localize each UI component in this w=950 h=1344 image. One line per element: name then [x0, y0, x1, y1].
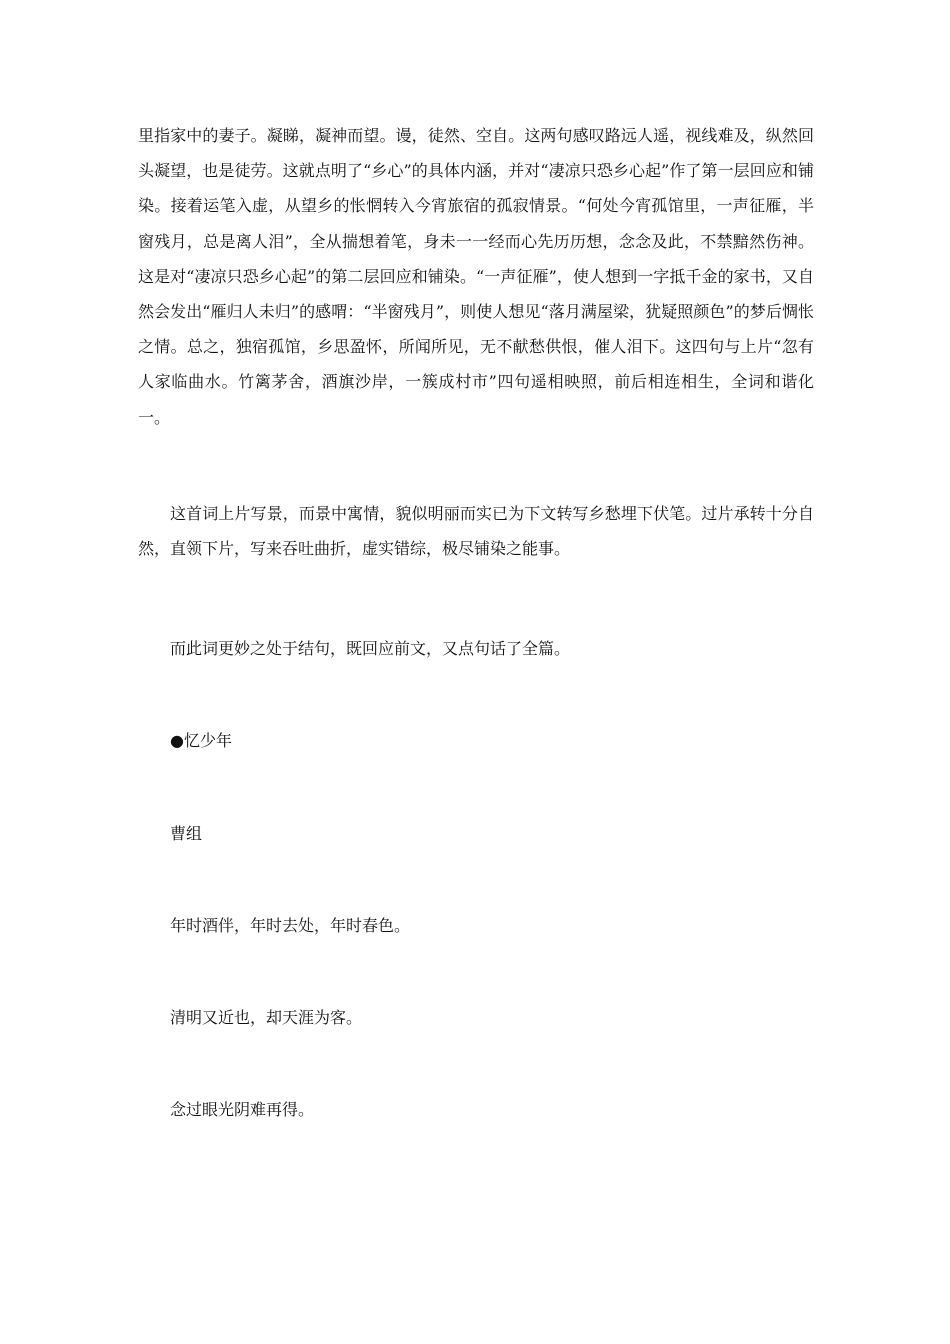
paragraph-commentary-ending: 而此词更妙之处于结句，既回应前文，又点句话了全篇。	[170, 639, 571, 659]
poem-line: 年时酒伴，年时去处，年时春色。	[170, 915, 411, 935]
poem-title: ●忆少年	[170, 731, 232, 751]
paragraph-commentary-continued: 里指家中的妻子。凝睇，凝神而望。谩，徒然、空自。这两句感叹路远人遥，视线难及，纵然回头凝望，也是徒劳。这就点明了“乡心”的具体内涵，并对“凄凉只恐乡心起”作了第一层回应和铺染。接着运笔入虚，从望乡的怅惘转入今宵旅宿的孤寂情景。“何处今宵孤馆里，一声征雁，半窗残月，总是离人泪”，全从揣想着笔，身未一一经而心先历历想，念念及此，不禁黯然伤神。这是对“凄凉只恐乡心起”的第二层回应和铺染。“一声征雁”，使人想到一字抵千金的家书，又自然会发出“雁归人未归”的感喟：“半窗残月”，则使人想见“落月满屋梁，犹疑照颜色”的梦后惆怅之情。总之，独宿孤馆，乡思盈怀，所闻所见，无不献愁供恨，催人泪下。这四句与上片“忽有人家临曲水。竹篱茅舍，酒旗沙岸，一簇成村市”四句遥相映照，前后相连相生，全词和谐化一。	[138, 126, 814, 427]
document-page	[138, 118, 814, 1127]
poem-line: 清明又近也，却天涯为客。	[170, 1008, 363, 1028]
poem-author: 曹组	[170, 823, 203, 843]
poem-line: 念过眼光阴难再得。	[170, 1100, 315, 1120]
paragraph-commentary-summary: 这首词上片写景，而景中寓情，貌似明丽而实已为下文转写乡愁埋下伏笔。过片承转十分自然，直领下片，写来吞吐曲折，虚实错综，极尽铺染之能事。	[138, 503, 814, 559]
